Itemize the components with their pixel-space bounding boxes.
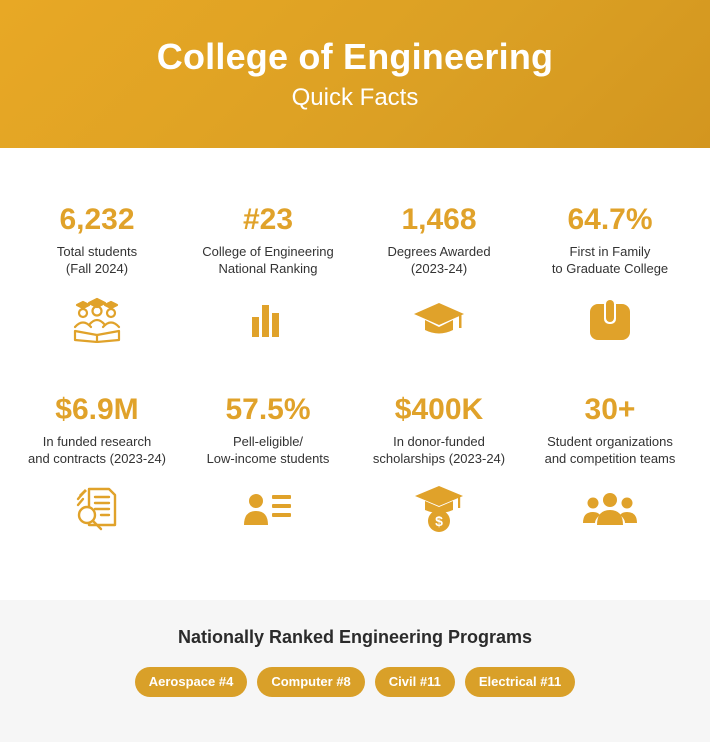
page-title: College of Engineering: [156, 36, 554, 77]
stat-label: [354, 434, 524, 468]
stat-label-line: Total students: [56, 244, 138, 259]
stat-label-line: Low-income students: [206, 450, 330, 466]
stat-funded-research: [12, 390, 182, 534]
stat-label-line: and competition teams: [544, 450, 676, 466]
stat-label-line: National Ranking: [218, 260, 318, 276]
stat-donor-scholarships: [354, 390, 524, 534]
group-icon: [580, 484, 640, 534]
students-icon: [67, 294, 127, 344]
stat-value: 6,232: [59, 203, 135, 236]
stat-value: #23: [242, 203, 294, 236]
stat-first-in-family: [525, 200, 695, 344]
stat-label-line: scholarships (2023-24): [372, 450, 506, 466]
stat-label-line: Degrees Awarded: [387, 244, 491, 259]
stat-degrees-awarded: [354, 200, 524, 344]
stat-label-line: (Fall 2024): [65, 260, 129, 276]
graduation-cap-icon: [409, 294, 469, 344]
stat-label-line: College of Engineering: [202, 244, 334, 259]
stat-label: [12, 434, 182, 468]
ranked-programs-title: Nationally Ranked Engineering Programs: [177, 627, 533, 647]
stat-label: [183, 244, 353, 278]
stats-grid: [0, 148, 710, 600]
bar-chart-icon: [238, 294, 298, 344]
stat-value: 64.7%: [567, 203, 653, 236]
stat-label-line: In donor-funded: [393, 434, 485, 449]
stat-label: [12, 244, 182, 278]
stat-total-students: [12, 200, 182, 344]
program-badge-civil: Civil #11: [375, 667, 455, 697]
stat-label: [525, 434, 695, 468]
user-list-icon: [238, 484, 298, 534]
svg-text:$: $: [435, 513, 443, 529]
ranked-programs-list: [0, 667, 710, 697]
scholarship-cap-icon: [409, 484, 469, 534]
research-document-icon: [67, 484, 127, 534]
stat-value: $400K: [394, 393, 484, 426]
stat-student-organizations: [525, 390, 695, 534]
stat-value: 1,468: [401, 203, 477, 236]
page-header: [0, 0, 710, 148]
page-subtitle: Quick Facts: [291, 84, 419, 111]
stat-label: [183, 434, 353, 468]
ranked-programs-section: [0, 600, 710, 742]
stat-national-ranking: [183, 200, 353, 344]
program-badge-computer: Computer #8: [257, 667, 364, 697]
stat-label-line: to Graduate College: [551, 260, 669, 276]
stat-label-line: and contracts (2023-24): [27, 450, 167, 466]
stat-value: 30+: [584, 393, 636, 426]
stat-label-line: (2023-24): [410, 260, 468, 276]
stat-value: 57.5%: [225, 393, 311, 426]
stat-label-line: First in Family: [569, 244, 651, 259]
stat-label-line: Student organizations: [547, 434, 673, 449]
stat-pell-eligible: [183, 390, 353, 534]
stat-value: $6.9M: [55, 393, 139, 426]
stat-label-line: Pell-eligible/: [232, 434, 304, 449]
stat-label: [525, 244, 695, 278]
stat-label: [354, 244, 524, 278]
hand-raised-icon: [580, 294, 640, 344]
stat-label-line: In funded research: [42, 434, 152, 449]
program-badge-aerospace: Aerospace #4: [135, 667, 248, 697]
program-badge-electrical: Electrical #11: [465, 667, 575, 697]
